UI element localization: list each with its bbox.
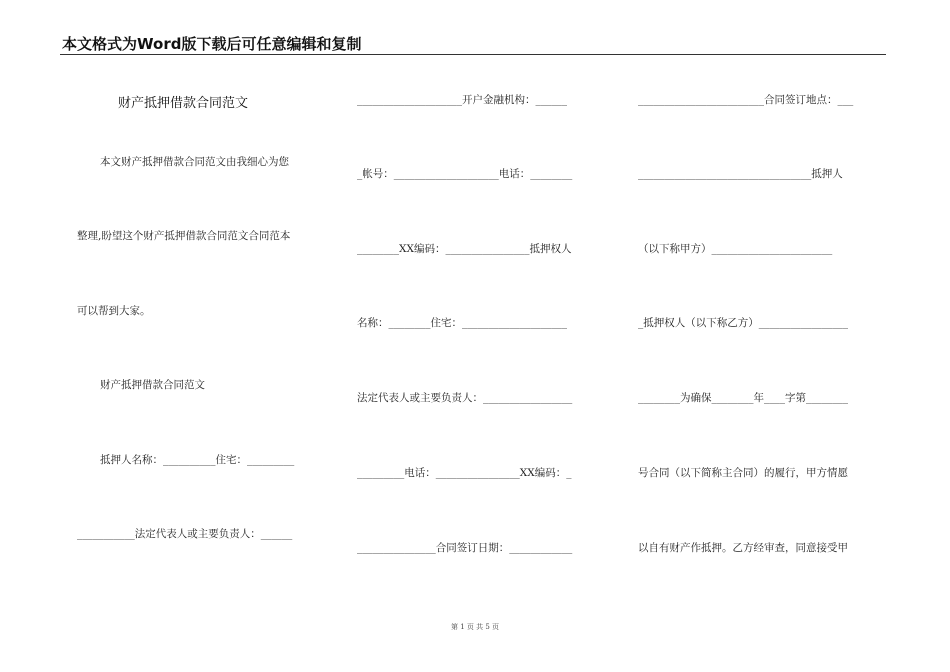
col1-line-3: 可以帮到大家。 bbox=[77, 305, 151, 317]
col3-line-1: ________________________合同签订地点：___ bbox=[638, 94, 854, 106]
col3-line-2: _________________________________抵押人 bbox=[638, 168, 843, 180]
col1-line-6: ___________法定代表人或主要负责人：______ bbox=[77, 528, 293, 540]
col2-line-1: ____________________开户金融机构：______ bbox=[357, 94, 567, 106]
col1-line-5: 抵押人名称：__________住宅：_________ bbox=[100, 454, 295, 466]
col3-line-6: 号合同（以下简称主合同）的履行，甲方情愿 bbox=[638, 467, 848, 479]
col1-line-2: 整理,盼望这个财产抵押借款合同范文合同范本 bbox=[77, 230, 291, 242]
col2-line-2: _帐号：____________________电话：________ bbox=[357, 168, 573, 180]
col2-line-5: 法定代表人或主要负责人：_________________ bbox=[357, 392, 573, 404]
col1-line-1: 本文财产抵押借款合同范文由我细心为您 bbox=[100, 156, 289, 168]
header-divider bbox=[60, 54, 886, 55]
col1-line-4: 财产抵押借款合同范文 bbox=[100, 379, 205, 391]
document-title: 财产抵押借款合同范文 bbox=[118, 96, 249, 111]
col3-line-3: （以下称甲方）_______________________ bbox=[638, 243, 833, 255]
col3-line-7: 以自有财产作抵押。乙方经审查，同意接受甲 bbox=[638, 542, 848, 554]
col3-line-5: ________为确保________年____字第________ bbox=[638, 392, 848, 404]
col2-line-6: _________电话：________________XX编码：_ bbox=[357, 467, 572, 479]
col2-line-4: 名称：________住宅：____________________ bbox=[357, 317, 567, 329]
col3-line-4: _抵押权人（以下称乙方）_________________ bbox=[638, 317, 848, 329]
header-title: 本文格式为Word版下载后可任意编辑和复制 bbox=[62, 35, 362, 53]
col2-line-7: _______________合同签订日期：____________ bbox=[357, 542, 573, 554]
col2-line-3: ________XX编码：________________抵押权人 bbox=[357, 243, 572, 255]
page-footer: 第 1 页 共 5 页 bbox=[450, 623, 500, 631]
